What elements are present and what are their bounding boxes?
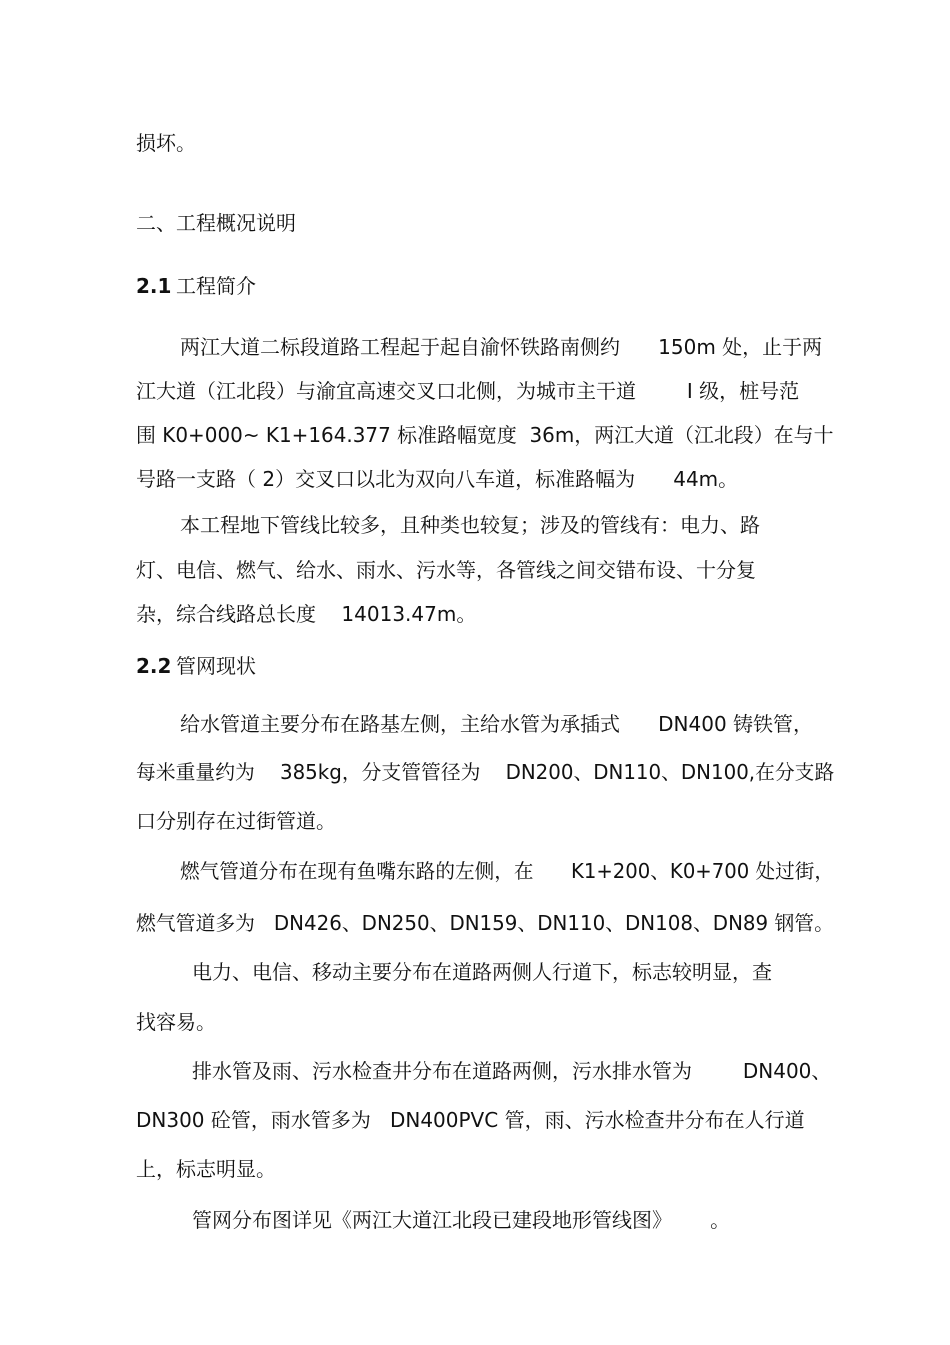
text-line: 江大道（江北段）与渝宜高速交叉口北侧，为城市主干道 Ⅰ 级，桩号范 (136, 379, 800, 403)
subsection-number: 2.2 (136, 654, 172, 678)
text-line: 本工程地下管线比较多，且种类也较复；涉及的管线有：电力、路 (180, 513, 760, 537)
text-line: 口分别存在过街管道。 (136, 809, 336, 833)
text-line: 给水管道主要分布在路基左侧，主给水管为承插式 DN400 铸铁管， (180, 712, 814, 736)
text-line: 电力、电信、移动主要分布在道路两侧人行道下，标志较明显，查 (192, 960, 772, 984)
text-line: 上，标志明显。 (136, 1157, 276, 1181)
text-line: 围 K0+000~ K1+164.377 标准路幅宽度 36m，两江大道（江北段）在与十 (136, 423, 834, 447)
text-line: 管网分布图详见《两江大道江北段已建段地形管线图》 。 (192, 1208, 731, 1232)
text-line: 杂，综合线路总长度 14013.47m。 (136, 602, 477, 626)
text-line: 排水管及雨、污水检查井分布在道路两侧，污水排水管为 DN400、 (192, 1059, 832, 1083)
text-line: 号路一支路（ 2）交叉口以北为双向八车道，标准路幅为 44m。 (136, 467, 739, 491)
text-line: 燃气管道分布在现有鱼嘴东路的左侧，在 K1+200、K0+700 处过街， (180, 859, 835, 883)
subsection-number: 2.1 (136, 274, 172, 298)
text-line: 燃气管道多为 DN426、DN250、DN159、DN110、DN108、DN89 钢管。 (136, 911, 834, 935)
text-line: 找容易。 (136, 1010, 216, 1034)
text-line: 每米重量约为 385kg，分支管管径为 DN200、DN110、DN100,在分支路 (136, 760, 835, 784)
text-line: 两江大道二标段道路工程起于起自渝怀铁路南侧约 150m 处，止于两 (180, 335, 823, 359)
section-heading: 二、工程概况说明 (136, 211, 296, 235)
subsection-title: 管网现状 (176, 654, 256, 678)
text-line: 损坏。 (136, 131, 196, 155)
text-line: DN300 砼管，雨水管多为 DN400PVC 管，雨、污水检查井分布在人行道 (136, 1108, 805, 1132)
text-line: 灯、电信、燃气、给水、雨水、污水等，各管线之间交错布设、十分复 (136, 558, 756, 582)
subsection-title: 工程简介 (176, 274, 256, 298)
